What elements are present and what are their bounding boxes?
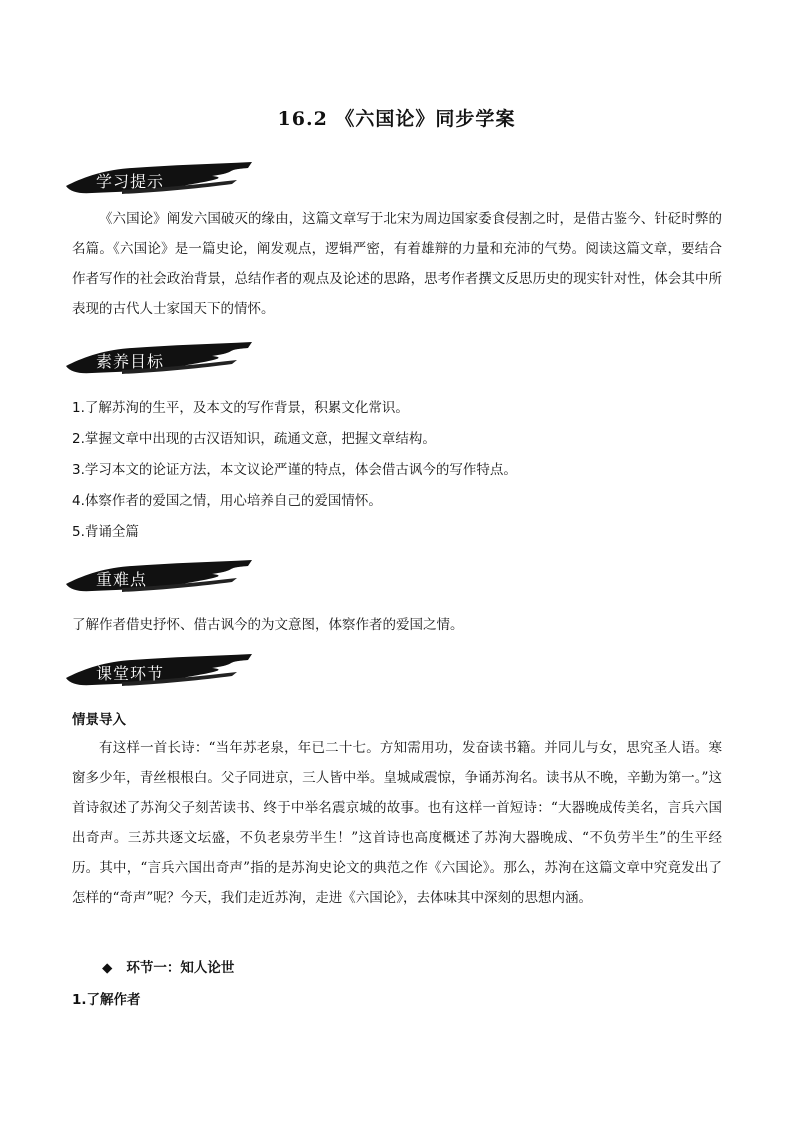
goal-item: 5.背诵全篇 <box>72 524 139 540</box>
goal-item: 1.了解苏洵的生平，及本文的写作背景，积累文化常识。 <box>72 400 409 416</box>
intro-title: 情景导入 <box>72 712 126 728</box>
section-banner-focus <box>62 558 262 598</box>
page-title: 16.2 《六国论》同步学案 <box>277 108 516 130</box>
step-label: 环节一：知人论世 <box>126 960 235 976</box>
sub-heading: 1.了解作者 <box>72 992 141 1008</box>
brush-stroke <box>62 558 262 598</box>
section-banner-goals <box>62 340 262 380</box>
intro-paragraph: 有这样一首长诗：“当年苏老泉，年已二十七。方知需用功，发奋读书籍。并同儿与女，思究圣人语。寒窗多少年，青丝根根白。父子同进京，三人皆中举。皇城咸震惊，争诵苏洵名。读书从不晚，辛勤为第一。”这首诗叙述了苏洵父子刻苦读书、终于中举名震京城的故事。也有这样一首短诗：“大器晚成传美名，言兵六国出奇声。三苏共逐文坛盛，不负老泉劳半生！”这首诗也高度概述了苏洵大器晚成、“不负劳半生”的生平经历。其中，“言兵六国出奇声”指的是苏洵史论文的典范之作《六国论》。那么，苏洵在这篇文章中究竟发出了怎样的“奇声”呢？今天，我们走近苏洵，走进《六国论》，去体味其中深刻的思想内涵。 <box>72 740 722 906</box>
step-heading <box>102 956 234 976</box>
tips-paragraph: 《六国论》阐发六国破灭的缘由，这篇文章写于北宋为周边国家委食侵割之时，是借古鉴今、针砭时弊的名篇。《六国论》是一篇史论，阐发观点，逻辑严密，有着雄辩的力量和充沛的气势。阅读这篇文章，要结合作者写作的社会政治背景，总结作者的观点及论述的思路，思考作者撰文反思历史的现实针对性，体会其中所表现的古代人士家国天下的情怀。 <box>72 211 722 317</box>
section-heading: 课堂环节 <box>96 664 165 683</box>
section-heading: 素养目标 <box>96 352 165 371</box>
section-heading: 学习提示 <box>96 172 165 191</box>
diamond-bullet-icon: ◆ <box>102 960 113 976</box>
section-banner-class <box>62 652 262 692</box>
goal-item: 3.学习本文的论证方法，本文议论严谨的特点，体会借古讽今的写作特点。 <box>72 462 517 478</box>
section-banner-tips <box>62 160 262 200</box>
section-heading: 重难点 <box>96 570 148 589</box>
goal-item: 2.掌握文章中出现的古汉语知识，疏通文意，把握文章结构。 <box>72 431 436 447</box>
goal-item: 4.体察作者的爱国之情，用心培养自己的爱国情怀。 <box>72 493 382 509</box>
focus-text: 了解作者借史抒怀、借古讽今的为文意图，体察作者的爱国之情。 <box>72 617 464 633</box>
